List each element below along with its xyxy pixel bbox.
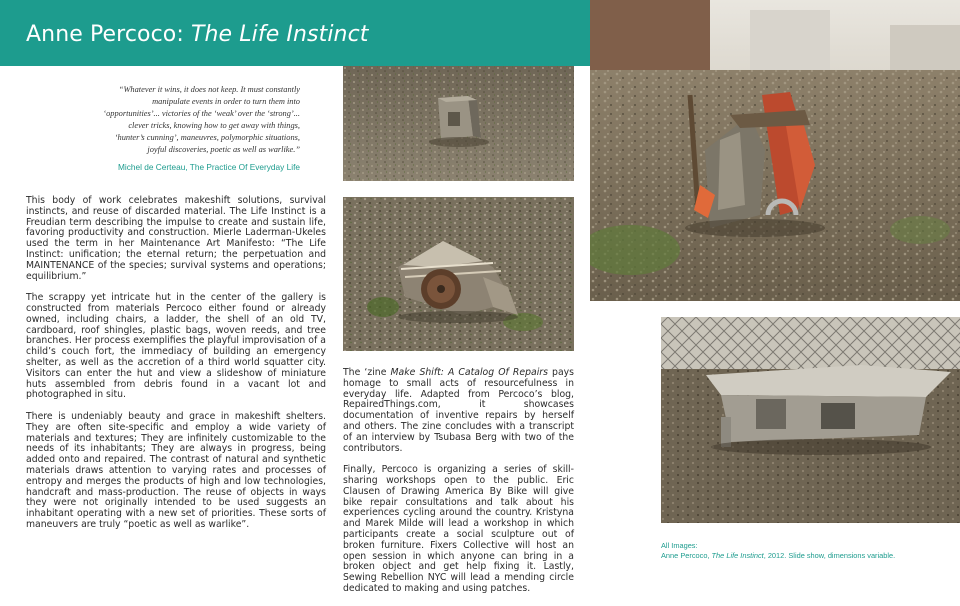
paragraph: This body of work celebrates makeshift solutions, survival instincts, and reuse of discarded material. The Life Instinct is a Freudian term describing the impulse to create and sustain life, favoring productivity and construction. Mierle Laderman-Ukeles used the term in her Maintenance Art Manifesto: “The Life Instinct: unification; the eternal return; the perpetuation and MAINTENANCE of the species; survival systems and operations; equilibrium.”	[26, 195, 326, 282]
zine-paragraph	[343, 368, 574, 454]
caption-credit	[661, 551, 951, 561]
quote-line: joyful discoveries, poetic as well as warlike.”	[147, 144, 300, 154]
quote-attribution: Michel de Certeau, The Practice Of Everyday Life	[117, 162, 300, 172]
quote-line: manipulate events in order to turn them into	[152, 96, 300, 106]
photo-slab-hut	[661, 317, 960, 523]
photo-stone-hut	[343, 66, 574, 181]
quote-line: ‘hunter’s cunning’, maneuvres, polymorphic situations,	[114, 132, 300, 142]
work-title: The Life Instinct	[190, 22, 369, 47]
caption-prefix: Anne Percoco,	[661, 551, 712, 560]
quote-line: “Whatever it wins, it does not keep. It must constantly	[118, 85, 300, 94]
zine-rest: pays homage to small acts of resourcefulness in everyday life. Adapted from Percoco’s blog, RepairedThings.com, it showcases documentation of inventive repairs by herself and others. The zine concludes with a transcript of an interview by Tsubasa Berg with two of the contributors.	[343, 367, 574, 454]
quote-line: clever tricks, knowing how to get away with things,	[128, 120, 300, 130]
epigraph-quote	[60, 84, 300, 155]
image-caption	[661, 541, 951, 561]
photo-shard-hut	[590, 0, 960, 301]
zine-title: Make Shift: A Catalog Of Repairs	[390, 367, 548, 378]
body-column-2	[343, 368, 574, 606]
quote-line: ‘opportunities’... victories of the ‘weak’ over the ‘strong’...	[103, 108, 300, 118]
zine-prefix: The ‘zine	[343, 367, 391, 378]
paragraph: The scrappy yet intricate hut in the center of the gallery is constructed from materials Percoco either found or already owned, including chairs, a ladder, the shell of an old TV, cardboard, roof shingles, plastic bags, woven reeds, and tree branches. Her process exemplifies the playful improvisation of a child’s couch fort, the immediacy of building an emergency shelter, as well as the accretion of a third world squatter city. Visitors can enter the hut and view a slideshow of miniature huts assembled from debris found in a vacant lot and photographed in situ.	[26, 292, 326, 401]
paragraph: There is undeniably beauty and grace in makeshift shelters. They are often site-specific and employ a wide variety of materials and textures; They are infinitely customizable to the needs of its inhabitants; They are always in progress, being added onto and repaired. The contrast of natural and synthetic materials draws attention to varying rates and processes of entropy and merges the products of high and low technologies, handcraft and mass-production. The reuse of objects in ways they were not originally intended to be used suggests an inhabitant operating with a new set of priorities. These sorts of maneuvers are truly “poetic as well as warlike”.	[26, 410, 326, 530]
workshops-paragraph: Finally, Percoco is organizing a series of skill-sharing workshops open to the public. Eric Clausen of Drawing America By Bike will give bike repair consultations and talk about his experiences cycling around the country. Kristyna and Marek Milde will lead a workshop in which participants create a social sculpture out of broken furniture. Fixers Collective will host an open session in which anyone can bring in a broken object and get help fixing it. Lastly, Sewing Rebellion NYC will lead a mending circle dedicated to making and using patches.	[343, 464, 574, 594]
title-bar	[0, 0, 592, 66]
photo-debris-hut	[343, 197, 574, 351]
caption-label: All Images:	[661, 541, 698, 550]
artist-name: Anne Percoco:	[26, 22, 184, 47]
caption-suffix: , 2012. Slide show, dimensions variable.	[763, 551, 896, 560]
body-column-1	[26, 196, 326, 542]
page-title	[26, 22, 369, 47]
caption-title: The Life Instinct	[711, 551, 764, 560]
